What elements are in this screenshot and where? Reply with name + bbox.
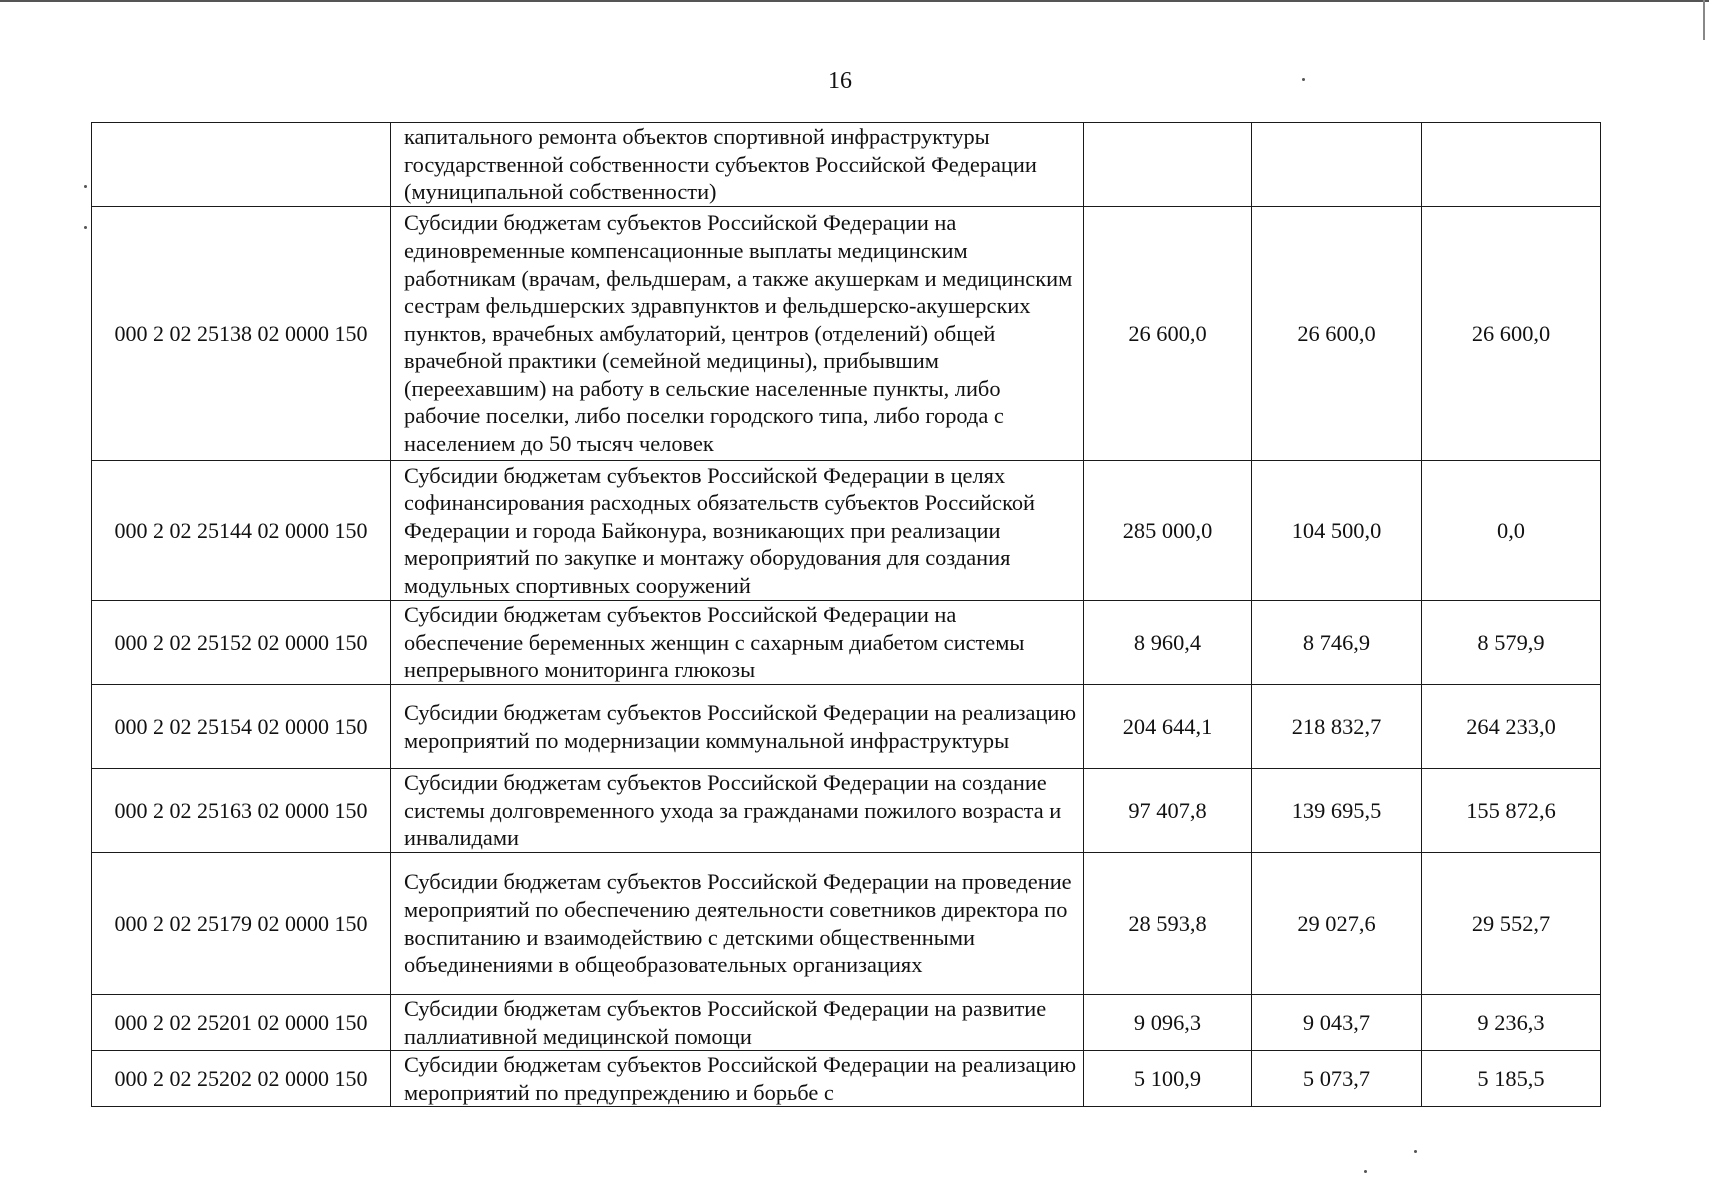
value-cell: 204 644,1 (1084, 685, 1252, 769)
value-cell: 5 100,9 (1084, 1051, 1252, 1107)
budget-code: 000 2 02 25144 02 0000 150 (92, 461, 391, 601)
budget-code: 000 2 02 25202 02 0000 150 (92, 1051, 391, 1107)
budget-description: Субсидии бюджетам субъектов Российской Федерации в целях софинансирования расходных обязательств субъектов Российской Федерации и города Байконура, возникающих при реализации мероприятий по закупке и монтажу оборудования для создания модульных спортивных сооружений (391, 461, 1084, 601)
value-cell: 9 096,3 (1084, 995, 1252, 1051)
table-row (92, 995, 1601, 1051)
value-cell: 155 872,6 (1422, 769, 1601, 853)
budget-description: Субсидии бюджетам субъектов Российской Федерации на единовременные компенсационные выплаты медицинским работникам (врачам, фельдшерам, а также акушеркам и медицинским сестрам фельдшерских здравпунктов и фельдшерско-акушерских пунктов, врачебных амбулаторий, центров (отделений) общей врачебной практики (семейной медицины), прибывшим (переехавшим) на работу в сельские населенные пункты, либо рабочие поселки, либо поселки городского типа, либо города с населением до 50 тысяч человек (391, 207, 1084, 461)
value-cell: 5 073,7 (1252, 1051, 1422, 1107)
page-number: 16 (828, 68, 852, 94)
scan-speck (84, 185, 87, 188)
budget-description: Субсидии бюджетам субъектов Российской Федерации на обеспечение беременных женщин с сахарным диабетом системы непрерывного мониторинга глюкозы (391, 601, 1084, 685)
value-cell: 8 579,9 (1422, 601, 1601, 685)
value-cell: 29 552,7 (1422, 853, 1601, 995)
table-row (92, 1051, 1601, 1107)
value-cell: 28 593,8 (1084, 853, 1252, 995)
value-cell: 5 185,5 (1422, 1051, 1601, 1107)
budget-description: Субсидии бюджетам субъектов Российской Федерации на реализацию мероприятий по предупреждению и борьбе с (391, 1051, 1084, 1107)
table-row (92, 853, 1601, 995)
scan-speck (84, 226, 87, 229)
budget-description: Субсидии бюджетам субъектов Российской Федерации на реализацию мероприятий по модернизации коммунальной инфраструктуры (391, 685, 1084, 769)
value-cell: 0,0 (1422, 461, 1601, 601)
budget-code: 000 2 02 25163 02 0000 150 (92, 769, 391, 853)
value-cell: 26 600,0 (1422, 207, 1601, 461)
value-cell (1084, 123, 1252, 207)
budget-code: 000 2 02 25179 02 0000 150 (92, 853, 391, 995)
scan-speck (1302, 78, 1305, 81)
table-row (92, 601, 1601, 685)
budget-table (91, 122, 1601, 1107)
table-row (92, 207, 1601, 461)
value-cell: 8 960,4 (1084, 601, 1252, 685)
value-cell: 9 236,3 (1422, 995, 1601, 1051)
budget-code: 000 2 02 25201 02 0000 150 (92, 995, 391, 1051)
budget-code: 000 2 02 25154 02 0000 150 (92, 685, 391, 769)
scan-top-edge (0, 0, 1709, 2)
budget-code (92, 123, 391, 207)
value-cell: 104 500,0 (1252, 461, 1422, 601)
budget-description: капитального ремонта объектов спортивной инфраструктуры государственной собственности субъектов Российской Федерации (муниципальной собственности) (391, 123, 1084, 207)
value-cell: 139 695,5 (1252, 769, 1422, 853)
budget-code: 000 2 02 25138 02 0000 150 (92, 207, 391, 461)
value-cell: 8 746,9 (1252, 601, 1422, 685)
value-cell (1422, 123, 1601, 207)
scan-speck (1364, 1170, 1367, 1173)
value-cell: 285 000,0 (1084, 461, 1252, 601)
budget-description: Субсидии бюджетам субъектов Российской Федерации на проведение мероприятий по обеспечению деятельности советников директора по воспитанию и взаимодействию с детскими общественными объединениями в общеобразовательных организациях (391, 853, 1084, 995)
value-cell (1252, 123, 1422, 207)
value-cell: 29 027,6 (1252, 853, 1422, 995)
scan-speck (1414, 1150, 1417, 1153)
table-row (92, 685, 1601, 769)
table-row (92, 123, 1601, 207)
table-row (92, 461, 1601, 601)
budget-description: Субсидии бюджетам субъектов Российской Федерации на развитие паллиативной медицинской помощи (391, 995, 1084, 1051)
table-row (92, 769, 1601, 853)
value-cell: 97 407,8 (1084, 769, 1252, 853)
value-cell: 218 832,7 (1252, 685, 1422, 769)
value-cell: 264 233,0 (1422, 685, 1601, 769)
value-cell: 26 600,0 (1252, 207, 1422, 461)
value-cell: 9 043,7 (1252, 995, 1422, 1051)
budget-code: 000 2 02 25152 02 0000 150 (92, 601, 391, 685)
scan-right-edge (1703, 0, 1705, 40)
budget-description: Субсидии бюджетам субъектов Российской Федерации на создание системы долговременного ухода за гражданами пожилого возраста и инвалидами (391, 769, 1084, 853)
value-cell: 26 600,0 (1084, 207, 1252, 461)
